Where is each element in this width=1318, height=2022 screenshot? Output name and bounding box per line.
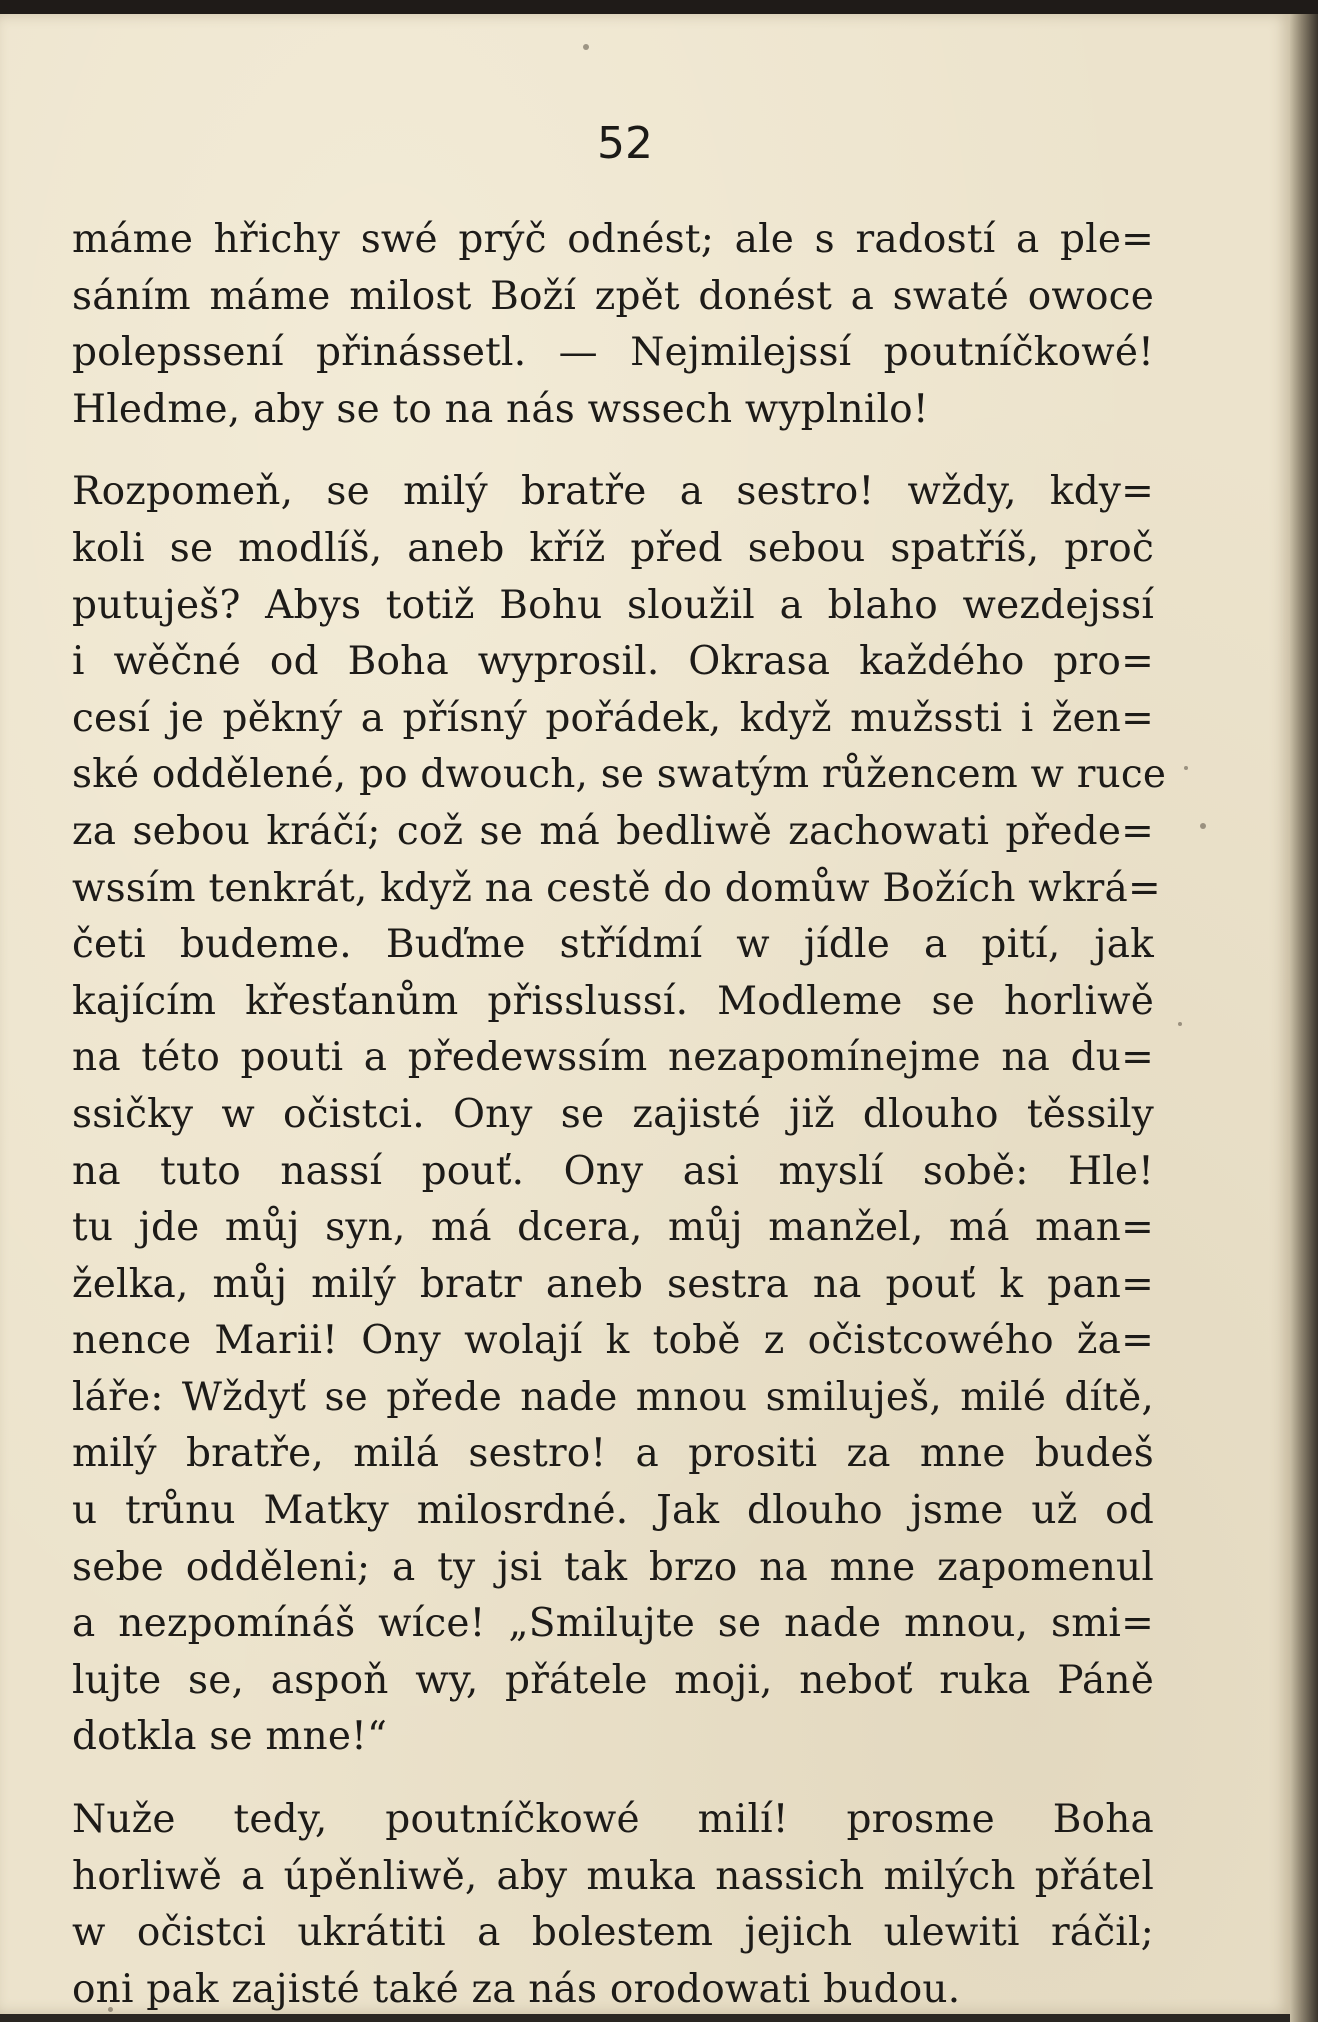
text-line: sebe odděleni; a ty jsi tak brzo na mne zapomenul: [72, 1544, 1154, 1590]
paragraph-1: [72, 212, 1154, 438]
ink-speck: [1200, 823, 1206, 829]
text-line: oni pak zajisté také za nás orodowati budou.: [72, 1966, 961, 2012]
text-line: putuješ? Abys totiž Bohu sloužil a blaho wezdejssí: [72, 582, 1154, 628]
text-line: sáním máme milost Boží zpět donést a swaté owoce: [72, 273, 1154, 319]
text-line: za sebou kráčí; což se má bedliwě zachowati přede=: [72, 808, 1154, 854]
text-line: lujte se, aspoň wy, přátele moji, neboť ruka Páně: [72, 1657, 1154, 1703]
body-text: [72, 212, 1167, 2018]
text-line: na tuto nassí pouť. Ony asi myslí sobě: Hle!: [72, 1148, 1154, 1194]
book-page: [0, 14, 1290, 2014]
text-line: máme hřichy swé prýč odnést; ale s radostí a ple=: [72, 217, 1154, 262]
text-line: Rozpomeň, se milý bratře a sestro! wždy, kdy=: [72, 469, 1154, 515]
text-line: želka, můj milý bratr aneb sestra na pouť k pan=: [72, 1261, 1154, 1307]
text-line: dotkla se mne!“: [72, 1714, 388, 1760]
ink-speck: [583, 44, 589, 50]
text-line: Nuže tedy, poutníčkowé milí! prosme Boha: [72, 1797, 1154, 1843]
paragraph-3: [72, 1792, 1154, 2018]
text-line: Hledme, aby se to na nás wssech wyplnilo!: [72, 386, 929, 432]
text-line: milý bratře, milá sestro! a prositi za mne budeš: [72, 1431, 1154, 1477]
text-line: cesí je pěkný a přísný pořádek, když mužssti i žen=: [72, 695, 1154, 741]
text-line: četi budeme. Buďme střídmí w jídle a pití, jak: [72, 922, 1154, 968]
ink-speck: [1184, 766, 1188, 770]
page-number: 52: [597, 118, 653, 169]
text-line: na této pouti a předewssím nezapomínejme na du=: [72, 1035, 1154, 1081]
text-line: wssím tenkrát, když na cestě do domůw Božích wkrá=: [72, 865, 1161, 911]
text-line: láře: Wždyť se přede nade mnou smiluješ, milé dítě,: [72, 1374, 1154, 1420]
text-line: horliwě a úpěnliwě, aby muka nassich milých přátel: [72, 1853, 1154, 1899]
text-line: ské oddělené, po dwouch, se swatým růžencem w ruce: [72, 752, 1167, 798]
ink-speck: [1178, 1022, 1182, 1026]
text-line: nence Marii! Ony wolají k tobě z očistcowého ža=: [72, 1318, 1154, 1364]
text-line: u trůnu Matky milosrdné. Jak dlouho jsme už od: [72, 1488, 1154, 1534]
scan-top-border: [0, 0, 1318, 14]
text-line: tu jde můj syn, má dcera, můj manžel, má man=: [72, 1205, 1154, 1251]
text-line: polepssení přinássetl. — Nejmilejssí poutníčkowé!: [72, 330, 1154, 376]
text-line: koli se modlíš, aneb kříž před sebou spatříš, proč: [72, 525, 1154, 571]
text-line: a nezpomínáš wíce! „Smilujte se nade mnou, smi=: [72, 1601, 1154, 1647]
page-binding-edge: [1290, 14, 1318, 2022]
paragraph-2: [72, 464, 1167, 1766]
text-line: i wěčné od Boha wyprosil. Okrasa každého pro=: [72, 639, 1154, 685]
text-line: kajícím křesťanům přisslussí. Modleme se horliwě: [72, 978, 1154, 1024]
text-line: w očistci ukrátiti a bolestem jejich ulewiti ráčil;: [72, 1910, 1154, 1956]
text-line: ssičky w očistci. Ony se zajisté již dlouho těssily: [72, 1091, 1154, 1137]
